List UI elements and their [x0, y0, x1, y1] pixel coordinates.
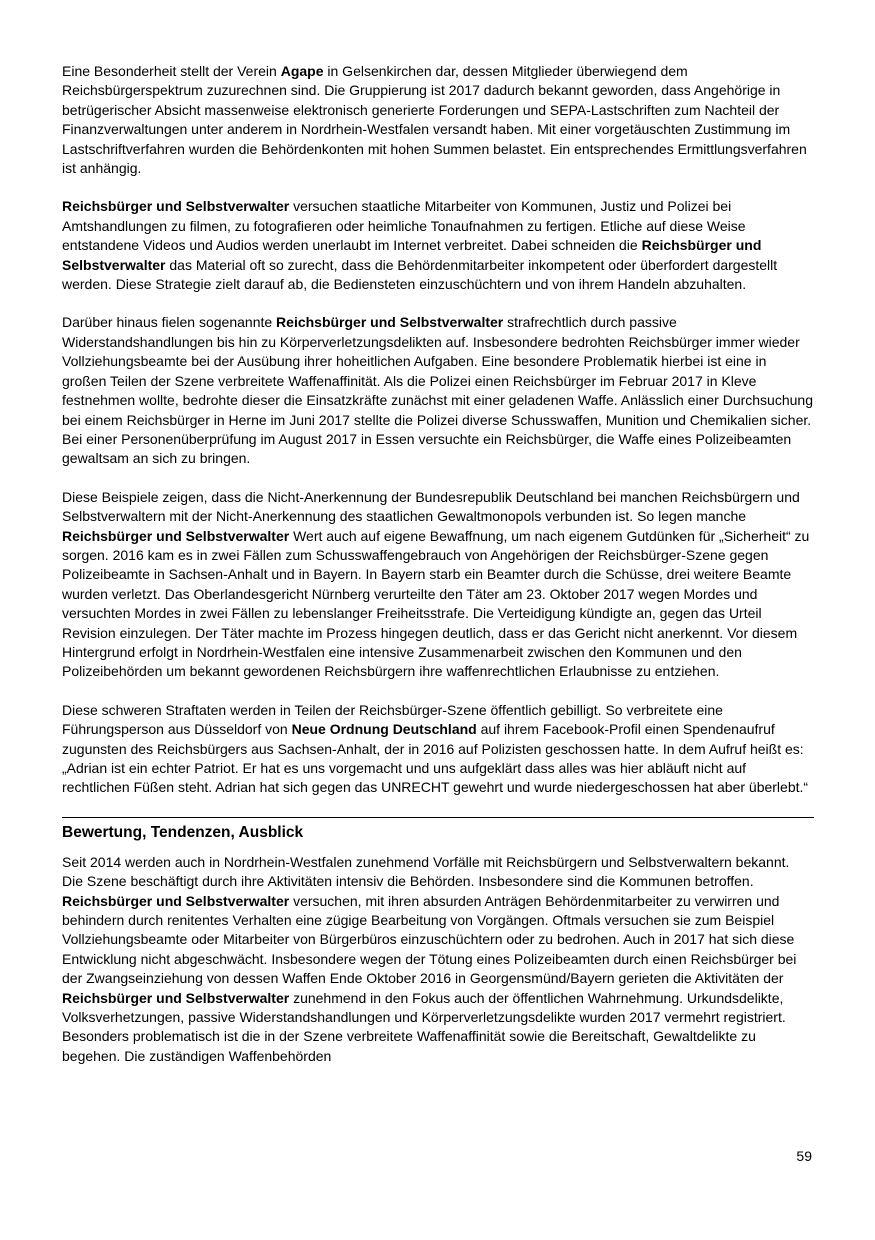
paragraph-assessment — [62, 853, 814, 1066]
text-segment: Diese Beispiele zeigen, dass die Nicht-Anerkennung der Bundesrepublik Deutschland bei manchen Reichsbürgern und Selbstverwaltern mit der Nicht-Anerkennung des staatlichen Gewaltmonopols verbunden ist. So legen manche — [62, 488, 800, 525]
bold-term: Reichsbürger und Selbstverwalter — [62, 237, 762, 273]
paragraph-examples — [62, 488, 814, 682]
text-segment: in Gelsenkirchen dar, dessen Mitglieder überwiegend dem Reichsbürgerspektrum zuzurechnen sind. Die Gruppierung ist 2017 dadurch bekannt geworden, dass Angehörige in betrügerischer Absicht massenweise elektronisch generierte Forderungen und SEPA-Lastschriften zum Nachteil der Finanzverwaltungen unter anderem in Nordrhein-Westfalen versandt haben. Mit einer vorgetäuschten Zustimmung im Lastschriftverfahren wurden die Behördenkonten mit hohen Summen belastet. Ein entsprechendes Ermittlungsverfahren ist anhängig. — [62, 63, 807, 177]
section-assessment — [62, 817, 814, 1066]
bold-term: Reichsbürger und Selbstverwalter — [62, 892, 290, 909]
text-segment: Seit 2014 werden auch in Nordrhein-Westfalen zunehmend Vorfälle mit Reichsbürgern und Selbstverwaltern bekannt. Die Szene beschäftigt durch ihre Aktivitäten intensiv die Behörden. Insbesondere sind die Kommunen betroffen. — [62, 853, 790, 890]
paragraph-approval — [62, 701, 814, 798]
text-segment: versuchen, mit ihren absurden Anträgen Behördenmitarbeiter zu verwirren und behindern durch renitentes Verhalten eine zügige Bearbeitung von Vorgängen. Oftmals versuchen sie zum Beispiel Vollziehungsbeamte oder Mitarbeiter von Bürgerbüros einzuschüchtern oder zu bedrohen. Auch in 2017 hat sich diese Entwicklung nicht abgeschwächt. Insbesondere wegen der Tötung eines Polizeibeamten durch einen Reichsbürger bei der Zwangseinziehung von dessen Waffen Ende Oktober 2016 in Georgensmünd/Bayern gerieten die Aktivitäten der — [62, 892, 797, 987]
text-segment: Diese schweren Straftaten werden in Teilen der Reichsbürger-Szene öffentlich gebilligt. So verbreitete eine Führungsperson aus Düsseldorf von — [62, 701, 723, 738]
bold-term: Reichsbürger und Selbstverwalter — [62, 989, 290, 1006]
paragraph-resistance — [62, 313, 814, 468]
text-segment: strafrechtlich durch passive Widerstandshandlungen bis hin zu Körperverletzungsdelikten auf. Insbesondere bedrohten Reichsbürger immer wieder Vollziehungsbeamte bei der Ausübung ihrer hoheitlichen Aufgaben. Eine besondere Problematik hierbei ist eine in großen Teilen der Szene verbreitete Waffenaffinität. Als die Polizei einen Reichsbürger im Februar 2017 in Kleve festnehmen wollte, bedrohte dieser die Einsatzkräfte zunächst mit einer geladenen Waffe. Anlässlich einer Durchsuchung bei einem Reichsbürger in Herne im Juni 2017 stellte die Polizei diverse Schusswaffen, Munition und Chemikalien sicher. Bei einer Personenüberprüfung im August 2017 in Essen versuchte ein Reichsbürger, die Waffe eines Polizeibeamten gewaltsam an sich zu bringen. — [62, 314, 813, 467]
text-segment: auf ihrem Facebook-Profil einen Spendenaufruf zugunsten des Reichsbürgers aus Sachsen-Anhalt, der in 2016 auf Polizisten geschossen hatte. In dem Aufruf heißt es: „Adrian ist ein echter Patriot. Er hat es uns vorgemacht und uns aufgeklärt dass alles was hier abläuft nicht auf rechtlichen Füßen steht. Adrian hat sich gegen das UNRECHT gewehrt und wurde niedergeschossen hat aber überlebt.“ — [62, 721, 809, 796]
bold-term: Reichsbürger und Selbstverwalter — [62, 527, 290, 544]
bold-term: Agape — [280, 63, 324, 79]
paragraph-recordings — [62, 197, 814, 294]
text-segment: Eine Besonderheit stellt der Verein — [62, 63, 281, 79]
text-segment: versuchen staatliche Mitarbeiter von Kommunen, Justiz und Polizei bei Amtshandlungen zu filmen, zu fotografieren oder heimliche Tonaufnahmen zu fertigen. Etliche auf diese Weise entstandene Videos und Audios werden unerlaubt im Internet verbreitet. Dabei schneiden die — [62, 198, 746, 254]
page-number: 59 — [796, 1148, 812, 1164]
text-segment: zunehmend in den Fokus auch der öffentlichen Wahrnehmung. Urkundsdelikte, Volksverhetzungen, passive Widerstandshandlungen und Körperverletzungsdelikte wurden 2017 vermehrt registriert. Besonders problematisch ist die in der Szene verbreitete Waffenaffinität sowie die Bereitschaft, Gewaltdelikte zu begehen. Die zuständigen Waffenbehörden — [62, 989, 786, 1064]
text-segment: das Material oft so zurecht, dass die Behördenmitarbeiter inkompetent oder überfordert dargestellt werden. Diese Strategie zielt darauf ab, die Bediensteten einzuschüchtern und von ihrem Handeln abzuhalten. — [62, 256, 778, 293]
text-segment: Darüber hinaus fielen sogenannte — [62, 314, 277, 331]
text-segment: Wert auch auf eigene Bewaffnung, um nach eigenem Gutdünken für „Sicherheit“ zu sorgen. 2016 kam es in zwei Fällen zum Schusswaffengebrauch von Angehörigen der Reichsbürger-Szene gegen Polizeibeamte in Sachsen-Anhalt und in Bayern. In Bayern starb ein Beamter durch die Schüsse, drei weitere Beamte wurden verletzt. Das Oberlandesgericht Nürnberg verurteilte den Täter am 23. Oktober 2017 wegen Mordes und versuchten Mordes in zwei Fällen zu lebenslanger Freiheitsstrafe. Die Verteidigung kündigte an, gegen das Urteil Revision einzulegen. Der Täter machte im Prozess hingegen deutlich, dass er das Gericht nicht anerkennt. Vor diesem Hintergrund erfolgt in Nordrhein-Westfalen eine intensive Zusammenarbeit zwischen den Kommunen und den Polizeibehörden um bekannt gewordenen Reichsbürgern ihre waffenrechtlichen Erlaubnisse zu entziehen. — [62, 527, 810, 680]
section-heading: Bewertung, Tendenzen, Ausblick — [62, 817, 814, 843]
document-page — [62, 62, 814, 1066]
paragraph-agape — [62, 62, 814, 178]
bold-term: Reichsbürger und Selbstverwalter — [276, 314, 504, 331]
bold-term: Neue Ordnung Deutschland — [291, 721, 477, 738]
body-text — [62, 62, 814, 798]
bold-term: Reichsbürger und Selbstverwalter — [62, 198, 290, 215]
